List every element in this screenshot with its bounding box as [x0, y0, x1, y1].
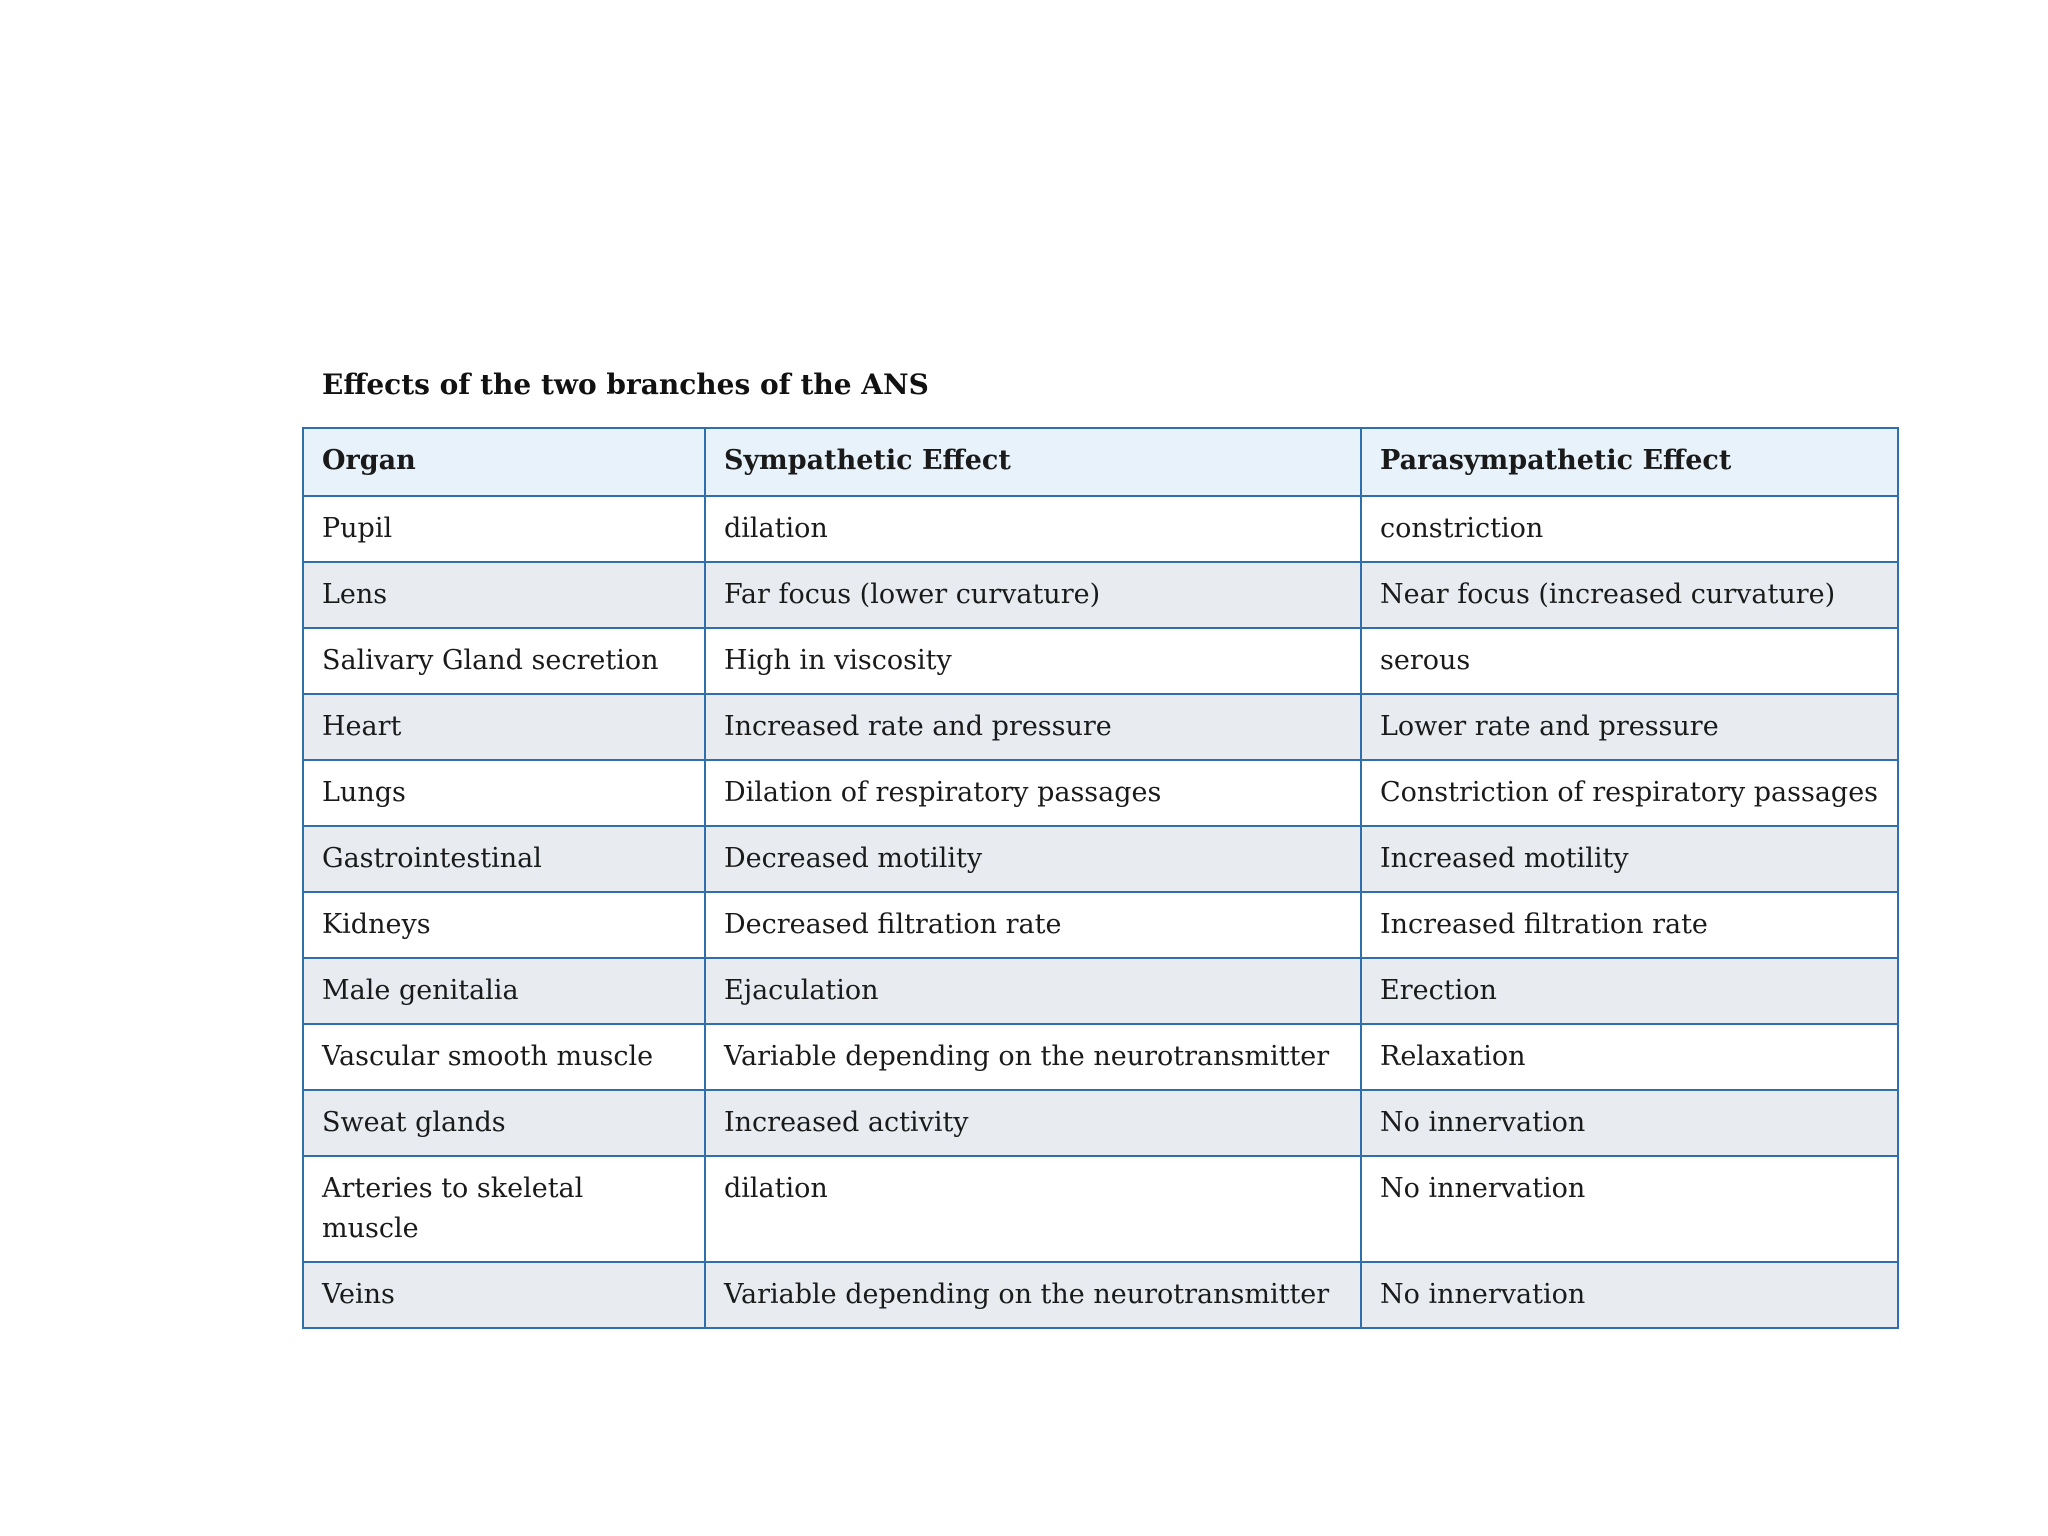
sympathetic-cell: dilation: [705, 496, 1361, 562]
organ-cell: Lungs: [303, 760, 705, 826]
sympathetic-cell: Ejaculation: [705, 958, 1361, 1024]
sympathetic-cell: Increased rate and pressure: [705, 694, 1361, 760]
sympathetic-cell: Decreased filtration rate: [705, 892, 1361, 958]
parasympathetic-cell: Increased filtration rate: [1361, 892, 1898, 958]
organ-cell: Pupil: [303, 496, 705, 562]
parasympathetic-cell: constriction: [1361, 496, 1898, 562]
table-row: [303, 1024, 1898, 1090]
parasympathetic-cell: Lower rate and pressure: [1361, 694, 1898, 760]
parasympathetic-cell: Increased motility: [1361, 826, 1898, 892]
parasympathetic-cell: No innervation: [1361, 1090, 1898, 1156]
organ-cell: Lens: [303, 562, 705, 628]
table-row: [303, 826, 1898, 892]
organ-cell: Salivary Gland secretion: [303, 628, 705, 694]
table-row: [303, 760, 1898, 826]
header-sympathetic: Sympathetic Effect: [705, 428, 1361, 496]
table-row: [303, 628, 1898, 694]
parasympathetic-cell: Constriction of respiratory passages: [1361, 760, 1898, 826]
parasympathetic-cell: No innervation: [1361, 1156, 1898, 1262]
table-header-row: [303, 428, 1898, 496]
ans-effects-table: [302, 427, 1899, 1329]
sympathetic-cell: Variable depending on the neurotransmitter: [705, 1262, 1361, 1328]
organ-cell: Heart: [303, 694, 705, 760]
table-row: [303, 1156, 1898, 1262]
header-parasympathetic: Parasympathetic Effect: [1361, 428, 1898, 496]
table-row: [303, 1262, 1898, 1328]
table-row: [303, 562, 1898, 628]
parasympathetic-cell: Relaxation: [1361, 1024, 1898, 1090]
parasympathetic-cell: Near focus (increased curvature): [1361, 562, 1898, 628]
table-caption: Effects of the two branches of the ANS: [322, 368, 929, 401]
organ-cell: Kidneys: [303, 892, 705, 958]
sympathetic-cell: Far focus (lower curvature): [705, 562, 1361, 628]
table-row: [303, 496, 1898, 562]
organ-cell: Arteries to skeletal muscle: [303, 1156, 705, 1262]
organ-cell: Vascular smooth muscle: [303, 1024, 705, 1090]
table-row: [303, 694, 1898, 760]
sympathetic-cell: Variable depending on the neurotransmitter: [705, 1024, 1361, 1090]
organ-cell: Male genitalia: [303, 958, 705, 1024]
sympathetic-cell: dilation: [705, 1156, 1361, 1262]
parasympathetic-cell: No innervation: [1361, 1262, 1898, 1328]
organ-cell: Sweat glands: [303, 1090, 705, 1156]
sympathetic-cell: High in viscosity: [705, 628, 1361, 694]
parasympathetic-cell: serous: [1361, 628, 1898, 694]
table-row: [303, 892, 1898, 958]
table-row: [303, 1090, 1898, 1156]
sympathetic-cell: Increased activity: [705, 1090, 1361, 1156]
organ-cell: Veins: [303, 1262, 705, 1328]
parasympathetic-cell: Erection: [1361, 958, 1898, 1024]
organ-cell: Gastrointestinal: [303, 826, 705, 892]
header-organ: Organ: [303, 428, 705, 496]
sympathetic-cell: Decreased motility: [705, 826, 1361, 892]
sympathetic-cell: Dilation of respiratory passages: [705, 760, 1361, 826]
table-row: [303, 958, 1898, 1024]
